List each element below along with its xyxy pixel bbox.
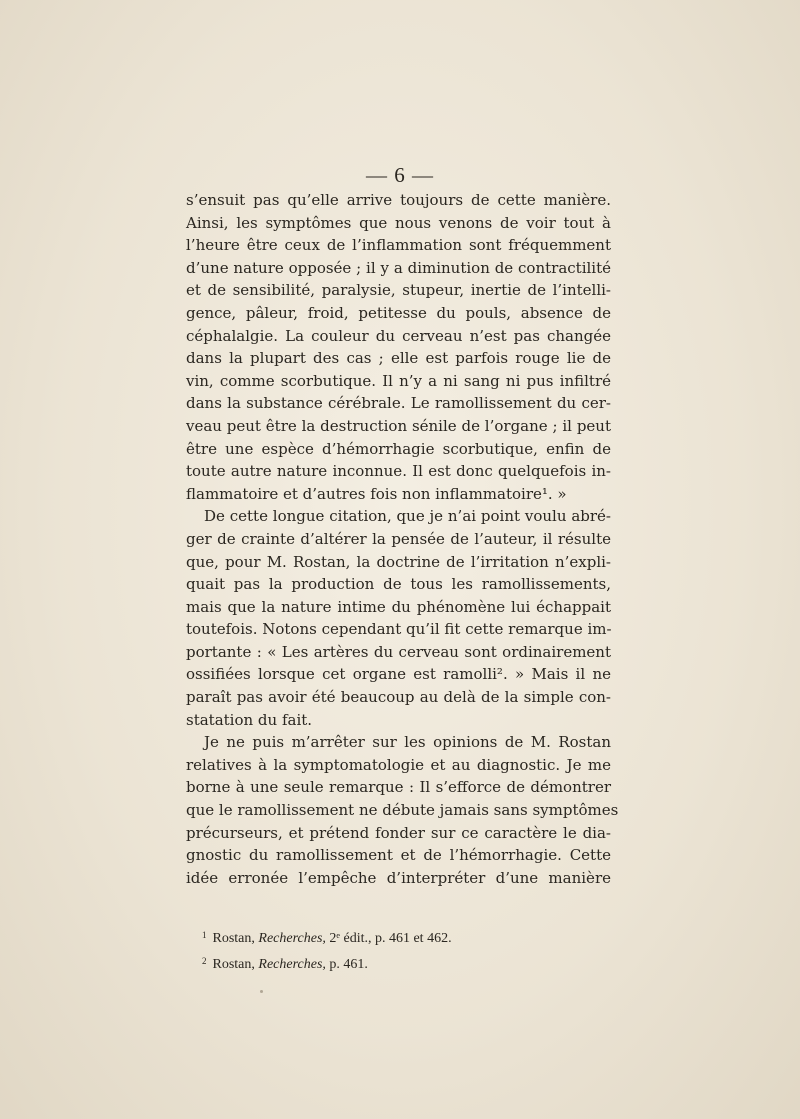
text-line: s’ensuit pas qu’elle arrive toujours de cette manière. <box>186 191 611 209</box>
text-line: vin, comme scorbutique. Il n’y a ni sang ni pus infiltré <box>186 371 611 390</box>
text-line: être une espèce d’hémorrhagie scorbutique, enfin de <box>186 439 611 458</box>
text-line: dans la plupart des cas ; elle est parfois rouge lie de <box>186 349 611 368</box>
footnote <box>202 950 622 976</box>
footnote-title: Recherches, <box>258 931 326 946</box>
text-line: toute autre nature inconnue. Il est donc quelquefois in- <box>186 462 611 481</box>
text-line: veau peut être la destruction sénile de l’organe ; il peut <box>186 416 611 435</box>
text-line: précurseurs, et prétend fonder sur ce caractère le dia- <box>186 823 611 842</box>
text-line: toutefois. Notons cependant qu’il fit cette remarque im- <box>186 620 612 639</box>
footnote-marker: 1 <box>202 930 207 940</box>
text-line: ger de crainte d’altérer la pensée de l’auteur, il résulte <box>186 529 611 548</box>
text-line: flammatoire et d’autres fois non inflammatoire¹. » <box>186 484 567 503</box>
text-line: De cette longue citation, que je n’ai point voulu abré- <box>204 507 611 526</box>
text-line: paraît pas avoir été beaucoup au delà de la simple con- <box>186 688 611 707</box>
text-line: que, pour M. Rostan, la doctrine de l’irritation n’expli- <box>186 552 611 571</box>
body-text <box>186 189 619 889</box>
text-line: dans la substance cérébrale. Le ramollissement du cer- <box>186 394 611 413</box>
footnote-author: Rostan, <box>212 931 259 946</box>
text-line: quait pas la production de tous les ramollissements, <box>186 575 611 594</box>
text-line: Ainsi, les symptômes que nous venons de voir tout à <box>186 213 611 232</box>
footnote-reference: p. 461. <box>325 957 368 972</box>
text-line: ossifiées lorsque cet organe est ramolli². » Mais il ne <box>186 665 611 684</box>
text-line: céphalalgie. La couleur du cerveau n’est pas changée <box>186 326 611 345</box>
text-line: gnostic du ramollissement et de l’hémorrhagie. Cette <box>186 846 611 865</box>
footnote-marker: 2 <box>202 956 207 966</box>
text-line: d’une nature opposée ; il y a diminution de contractilité <box>186 258 611 277</box>
text-line: Je ne puis m’arrêter sur les opinions de M. Rostan <box>204 733 611 752</box>
text-line: portante : « Les artères du cerveau sont ordinairement <box>186 642 611 661</box>
footnotes <box>202 924 622 976</box>
text-line: gence, pâleur, froid, petitesse du pouls, absence de <box>186 303 611 322</box>
text-line: mais que la nature intime du phénomène lui échappait <box>186 597 611 616</box>
footnote-title: Recherches, <box>258 957 326 972</box>
page-number: — 6 — <box>366 163 434 187</box>
text-line: l’heure être ceux de l’inflammation sont fréquemment <box>186 236 611 255</box>
text-line: statation du fait. <box>186 710 313 729</box>
text-line: et de sensibilité, paralysie, stupeur, inertie de l’intelli- <box>186 281 611 300</box>
paper-speck <box>260 990 263 993</box>
text-line: relatives à la symptomatologie et au diagnostic. Je me <box>186 755 611 774</box>
footnote <box>202 924 622 950</box>
text-line: idée erronée l’empêche d’interpréter d’une manière <box>186 868 611 887</box>
text-line: que le ramollissement ne débute jamais sans symptômes <box>186 801 619 820</box>
footnote-reference: 2ᵉ édit., p. 461 et 462. <box>325 931 452 946</box>
footnote-author: Rostan, <box>212 957 259 972</box>
text-line: borne à une seule remarque : Il s’efforce de démontrer <box>186 778 611 797</box>
